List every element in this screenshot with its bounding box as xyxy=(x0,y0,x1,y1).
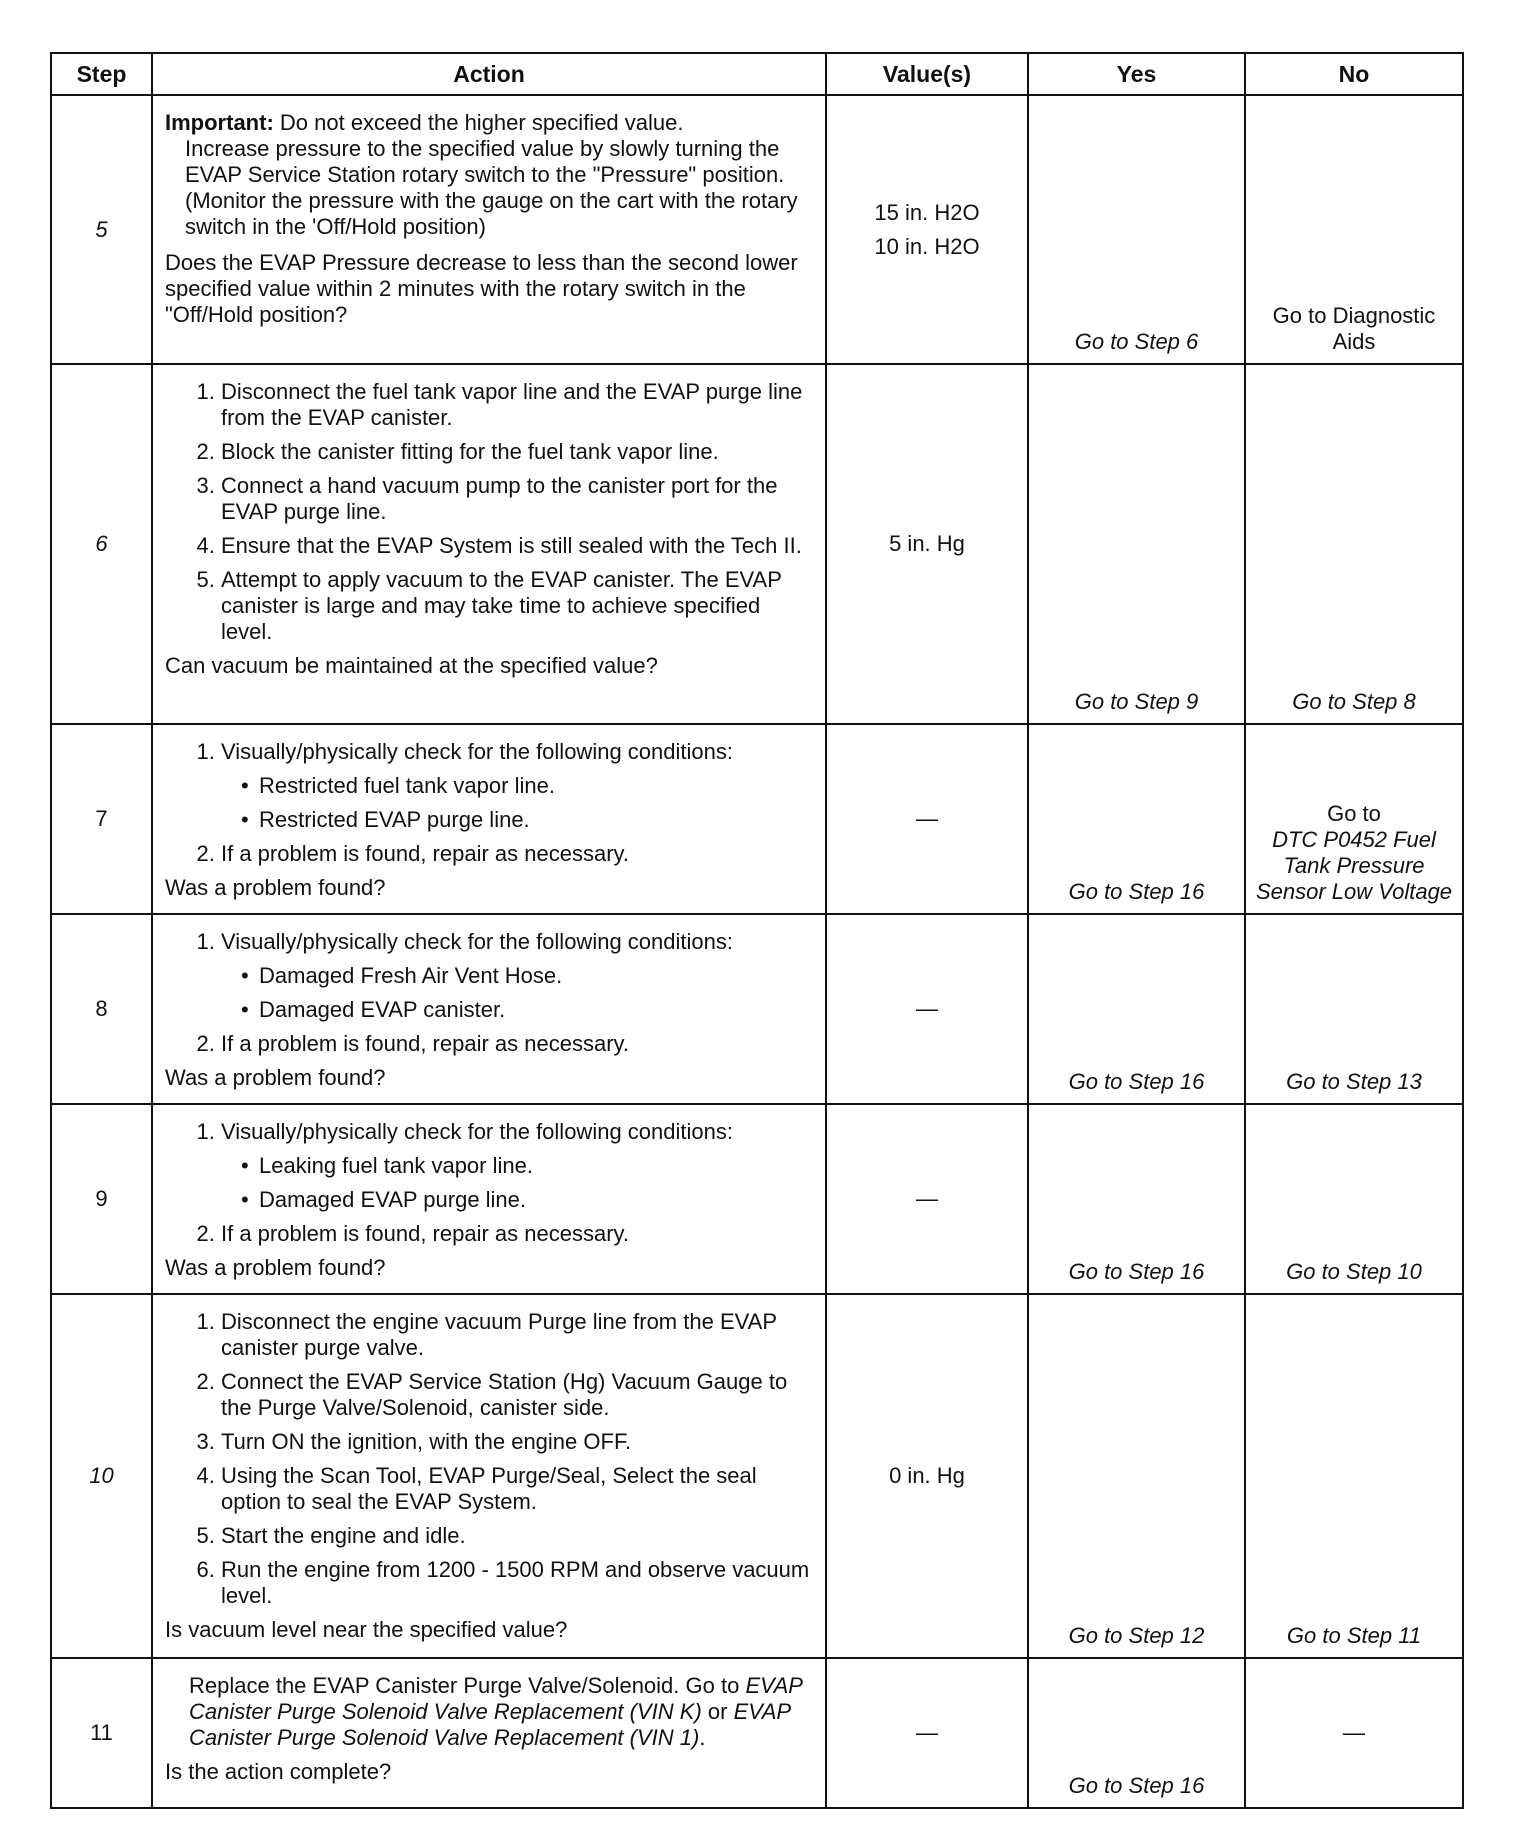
condition-item: • Damaged EVAP canister. xyxy=(259,997,815,1023)
no-link[interactable]: Go to Diagnostic Aids xyxy=(1245,95,1463,364)
step-number: 8 xyxy=(51,914,152,1104)
no-link[interactable]: Go to Step 8 xyxy=(1245,364,1463,724)
action-list xyxy=(165,1119,815,1247)
table-row-step-8 xyxy=(51,914,1463,1104)
action-list xyxy=(165,929,815,1057)
header-row xyxy=(51,53,1463,95)
question-text: Is vacuum level near the specified value? xyxy=(165,1617,568,1642)
list-item: 6. Run the engine from 1200 - 1500 RPM and observe vacuum level. xyxy=(221,1557,815,1609)
condition-item: • Restricted fuel tank vapor line. xyxy=(259,773,815,799)
step-number: 6 xyxy=(51,364,152,724)
yes-link[interactable]: Go to Step 16 xyxy=(1028,724,1245,914)
value-cell: — xyxy=(826,1104,1028,1294)
question-text: Does the EVAP Pressure decrease to less than the second lower specified value within 2 minutes with the rotary switch in the "Off/Hold position? xyxy=(165,250,798,327)
yes-link[interactable]: Go to Step 16 xyxy=(1028,914,1245,1104)
condition-list xyxy=(221,773,815,833)
table-row-step-7 xyxy=(51,724,1463,914)
table-row-step-6 xyxy=(51,364,1463,724)
important-text-first: Do not exceed the higher specified value. xyxy=(279,110,684,135)
value-line: 15 in. H2O xyxy=(874,199,980,225)
step-number: 7 xyxy=(51,724,152,914)
or-text: or xyxy=(707,1699,728,1724)
table-row-step-9 xyxy=(51,1104,1463,1294)
header-values: Value(s) xyxy=(826,53,1028,95)
condition-item: • Damaged Fresh Air Vent Hose. xyxy=(259,963,815,989)
list-item: 5. Attempt to apply vacuum to the EVAP canister. The EVAP canister is large and may take time to achieve specified level. xyxy=(221,567,815,645)
list-item-text: Visually/physically check for the following conditions: xyxy=(221,929,733,954)
action-cell xyxy=(152,364,826,724)
question-text: Was a problem found? xyxy=(165,875,386,900)
no-link[interactable]: Go to Step 13 xyxy=(1245,914,1463,1104)
list-item xyxy=(221,1119,815,1213)
value-cell: 5 in. Hg xyxy=(826,364,1028,724)
header-step: Step xyxy=(51,53,152,95)
list-item: 2. If a problem is found, repair as necessary. xyxy=(221,1221,815,1247)
value-cell: — xyxy=(826,724,1028,914)
question-text: Is the action complete? xyxy=(165,1759,392,1784)
list-item: 2. If a problem is found, repair as necessary. xyxy=(221,841,815,867)
condition-list xyxy=(221,1153,815,1213)
diagnostic-table xyxy=(50,52,1464,1809)
list-item-text: Visually/physically check for the following conditions: xyxy=(221,1119,733,1144)
value-cell xyxy=(826,95,1028,364)
value-cell: — xyxy=(826,914,1028,1104)
question-text: Was a problem found? xyxy=(165,1065,386,1090)
list-item: 2. Connect the EVAP Service Station (Hg) Vacuum Gauge to the Purge Valve/Solenoid, canister side. xyxy=(221,1369,815,1421)
list-item: 2. Block the canister fitting for the fuel tank vapor line. xyxy=(221,439,815,465)
action-cell xyxy=(152,1294,826,1658)
replace-instruction xyxy=(189,1673,815,1751)
question-text: Can vacuum be maintained at the specified value? xyxy=(165,653,658,678)
step-number: 10 xyxy=(51,1294,152,1658)
value-cell: — xyxy=(826,1658,1028,1808)
yes-link[interactable]: Go to Step 16 xyxy=(1028,1104,1245,1294)
yes-link[interactable]: Go to Step 12 xyxy=(1028,1294,1245,1658)
action-list xyxy=(165,739,815,867)
list-item xyxy=(221,739,815,833)
header-yes: Yes xyxy=(1028,53,1245,95)
no-link[interactable]: Go to Step 11 xyxy=(1245,1294,1463,1658)
value-line: 10 in. H2O xyxy=(874,233,980,259)
list-item: 4. Using the Scan Tool, EVAP Purge/Seal, Select the seal option to seal the EVAP System. xyxy=(221,1463,815,1515)
list-item: 3. Connect a hand vacuum pump to the canister port for the EVAP purge line. xyxy=(221,473,815,525)
table-row-step-5 xyxy=(51,95,1463,364)
list-item: 4. Ensure that the EVAP System is still sealed with the Tech II. xyxy=(221,533,815,559)
list-item-text: Visually/physically check for the following conditions: xyxy=(221,739,733,764)
step-number: 9 xyxy=(51,1104,152,1294)
no-prefix: Go to xyxy=(1327,801,1381,826)
list-item: 1. Disconnect the engine vacuum Purge line from the EVAP canister purge valve. xyxy=(221,1309,815,1361)
list-item: 5. Start the engine and idle. xyxy=(221,1523,815,1549)
header-no: No xyxy=(1245,53,1463,95)
replacement-link-vin-k[interactable]: EVAP Canister Purge Solenoid Valve Replacement (VIN K) xyxy=(189,1673,803,1724)
table-row-step-10 xyxy=(51,1294,1463,1658)
no-cell xyxy=(1245,724,1463,914)
action-cell xyxy=(152,95,826,364)
no-link[interactable]: Go to Step 10 xyxy=(1245,1104,1463,1294)
action-cell xyxy=(152,1104,826,1294)
replacement-link-vin-1[interactable]: EVAP Canister Purge Solenoid Valve Replacement (VIN 1) xyxy=(189,1699,791,1750)
period-text: . xyxy=(699,1725,706,1750)
header-action: Action xyxy=(152,53,826,95)
instruction-text: Replace the EVAP Canister Purge Valve/Solenoid. Go to xyxy=(189,1673,740,1698)
dtc-link[interactable]: DTC P0452 Fuel Tank Pressure Sensor Low Voltage xyxy=(1255,827,1453,904)
important-note xyxy=(165,110,815,136)
list-item: 1. Disconnect the fuel tank vapor line and the EVAP purge line from the EVAP canister. xyxy=(221,379,815,431)
condition-item: • Leaking fuel tank vapor line. xyxy=(259,1153,815,1179)
action-cell xyxy=(152,724,826,914)
yes-link[interactable]: Go to Step 16 xyxy=(1028,1658,1245,1808)
step-number: 5 xyxy=(51,95,152,364)
condition-item: • Restricted EVAP purge line. xyxy=(259,807,815,833)
action-list xyxy=(165,379,815,645)
list-item xyxy=(221,929,815,1023)
important-text-rest: Increase pressure to the specified value by slowly turning the EVAP Service Station rotary switch to the "Pressure" position. (Monitor the pressure with the gauge on the cart with the rotary switch in the 'Off/Hold position) xyxy=(185,136,798,239)
action-cell xyxy=(152,1658,826,1808)
no-cell: — xyxy=(1245,1658,1463,1808)
important-label: Important: xyxy=(165,110,274,135)
question-text: Was a problem found? xyxy=(165,1255,386,1280)
condition-item: • Damaged EVAP purge line. xyxy=(259,1187,815,1213)
step-number: 11 xyxy=(51,1658,152,1808)
condition-list xyxy=(221,963,815,1023)
list-item: 2. If a problem is found, repair as necessary. xyxy=(221,1031,815,1057)
table-row-step-11 xyxy=(51,1658,1463,1808)
yes-link[interactable]: Go to Step 9 xyxy=(1028,364,1245,724)
action-list xyxy=(165,1309,815,1609)
list-item: 3. Turn ON the ignition, with the engine OFF. xyxy=(221,1429,815,1455)
value-cell: 0 in. Hg xyxy=(826,1294,1028,1658)
action-cell xyxy=(152,914,826,1104)
yes-link[interactable]: Go to Step 6 xyxy=(1028,95,1245,364)
